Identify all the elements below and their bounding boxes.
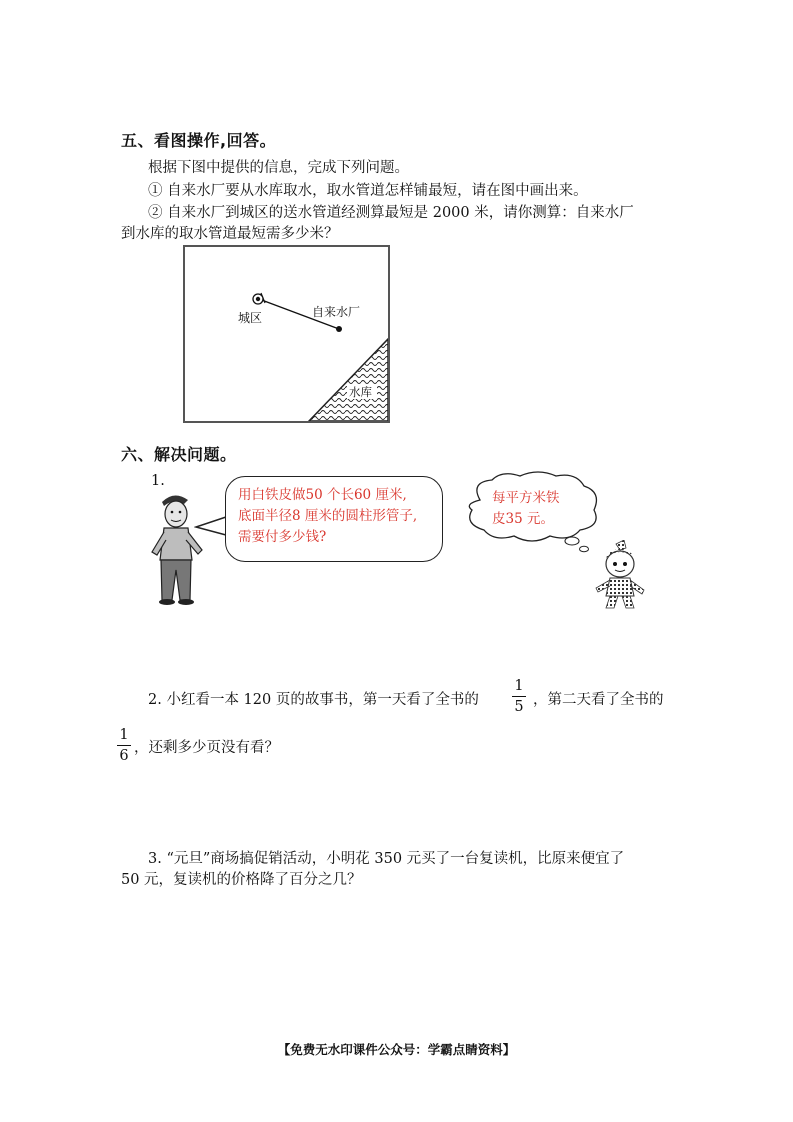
fraction2-numerator: 1 [119,727,129,743]
speech-bubble [225,476,443,562]
fraction1-denominator: 5 [514,699,524,715]
problem2-text-before: 2. 小红看一本 120 页的故事书，第一天看了全书的 [148,692,479,708]
problem2-fraction1 [512,677,526,716]
thought-cloud-text [492,488,582,530]
man-figure-illustration [144,488,214,608]
speech-line2: 底面半径8 厘米的圆柱形管子, [238,508,418,524]
city-label: 城区 [238,311,263,325]
problem3-line2: 50 元，复读机的价格降了百分之几？ [121,872,362,888]
section6-title: 六、解决问题。 [121,445,237,464]
fraction2-denominator: 6 [119,748,129,764]
plant-marker [336,326,342,332]
problem3-line1: 3. “元旦”商场搞促销活动，小明花 350 元买了一台复读机，比原来便宜了 [148,851,625,867]
thought-line1: 每平方米铁 [492,490,560,506]
man-head [165,501,187,527]
section5-intro: 根据下图中提供的信息，完成下列问题。 [148,160,409,176]
child-figure-illustration [590,540,650,612]
section5-question2-line1: ② 自来水厂到城区的送水管道经测算最短是 2000 米，请你测算：自来水厂 [148,205,634,221]
fraction1-numerator: 1 [514,678,524,694]
child-body [606,578,634,596]
plant-label: 自来水厂 [312,305,361,319]
problem2-text-after: ，还剩多少页没有看？ [134,740,279,756]
section5-question1: ① 自来水厂要从水库取水，取水管道怎样铺最短，请在图中画出来。 [148,183,588,199]
speech-line1: 用白铁皮做50 个长60 厘米, [238,487,407,503]
map-diagram [183,245,390,423]
section5-title: 五、看图操作,回答。 [121,131,277,150]
thought-line2: 皮35 元。 [492,511,554,527]
footer-note: 【免费无水印课件公众号：学霸点睛资料】 [277,1042,516,1057]
section5-question2-line2: 到水库的取水管道最短需多少米？ [121,226,339,242]
reservoir-label: 水库 [349,385,372,399]
problem2-text-middle: ，第二天看了全书的 [533,692,664,708]
problem1-number: 1. [151,473,165,489]
man-pants [161,560,191,600]
speech-line3: 需要付多少钱? [238,529,327,545]
man-shirt [160,528,192,560]
reservoir-area [309,339,388,421]
city-marker-dot [256,297,260,301]
problem2-fraction2 [117,726,131,765]
